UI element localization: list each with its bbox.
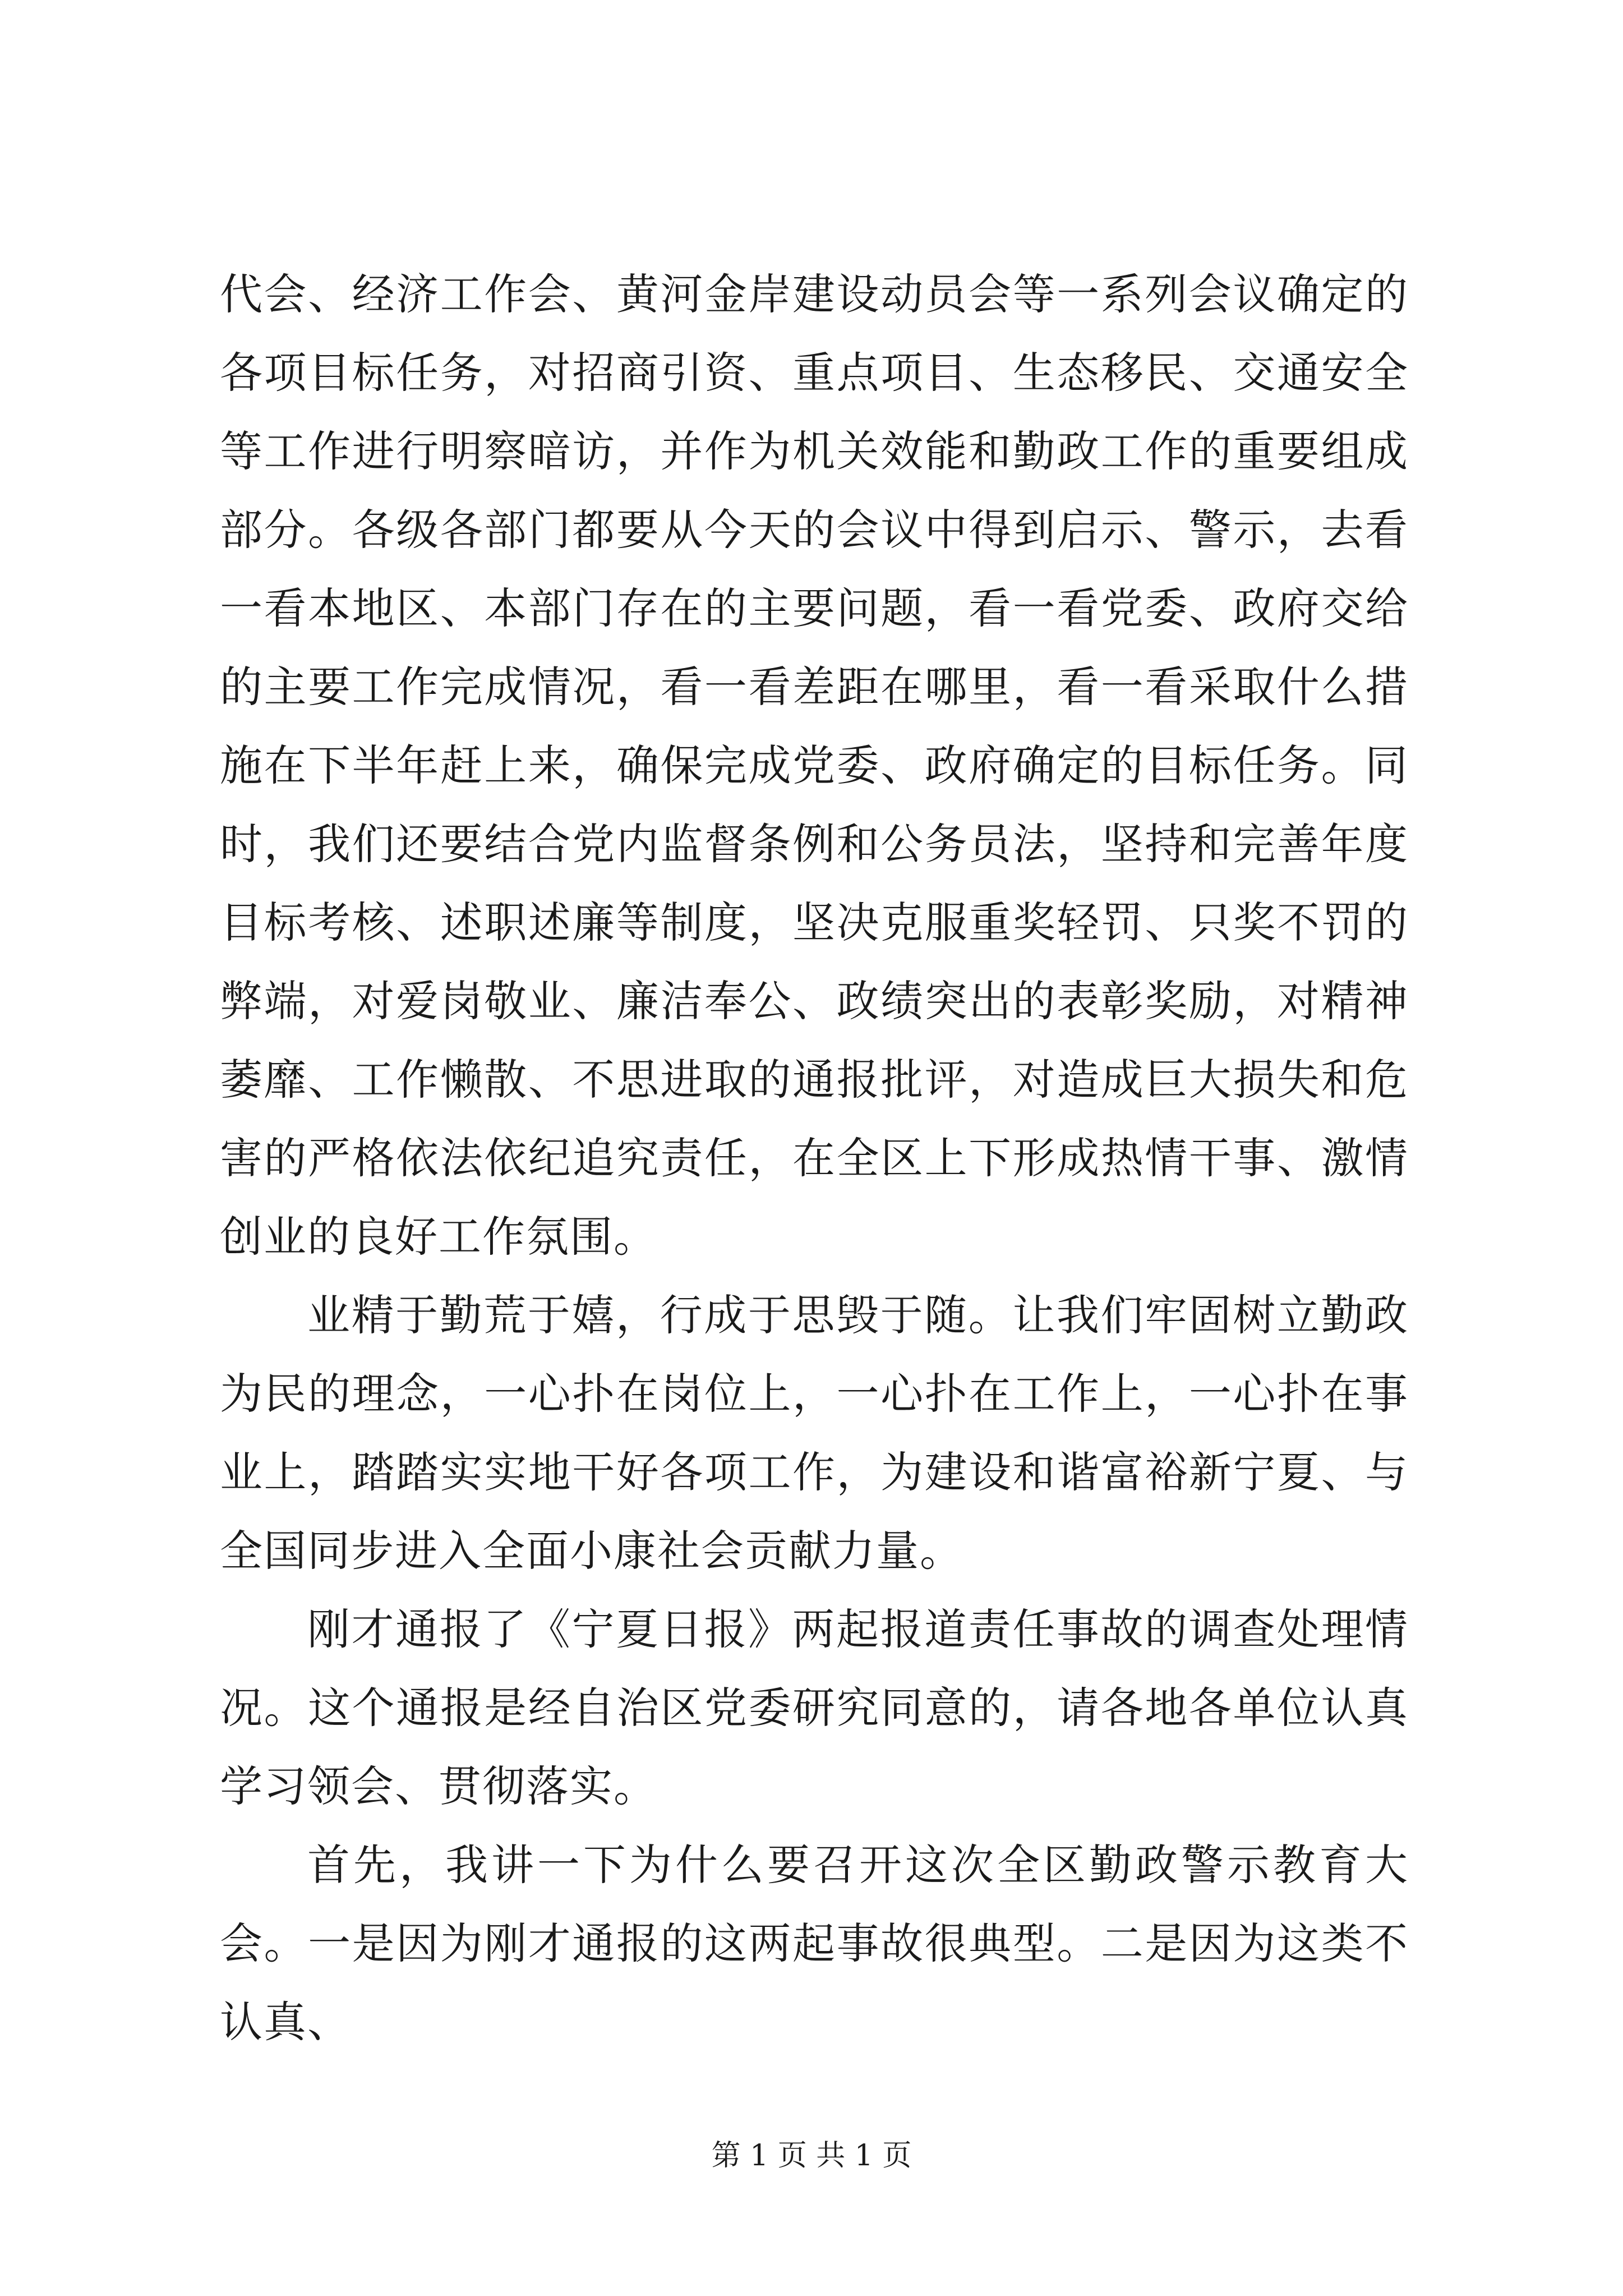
document-body <box>220 255 1409 2062</box>
page-footer <box>0 2136 1623 2175</box>
paragraph-3: 刚才通报了《宁夏日报》两起报道责任事故的调查处理情况。这个通报是经自治区党委研究同意的，请各地各单位认真学习领会、贯彻落实。 <box>220 1604 1409 1811</box>
paragraph-4: 首先，我讲一下为什么要召开这次全区勤政警示教育大会。一是因为刚才通报的这两起事故很典型。二是因为这类不认真、 <box>220 1840 1409 2047</box>
page-number-label: 第 1 页 共 1 页 <box>711 2139 912 2173</box>
paragraph-1: 代会、经济工作会、黄河金岸建设动员会等一系列会议确定的各项目标任务，对招商引资、重点项目、生态移民、交通安全等工作进行明察暗访，并作为机关效能和勤政工作的重要组成部分。各级各部门都要从今天的会议中得到启示、警示，去看一看本地区、本部门存在的主要问题，看一看党委、政府交给的主要工作完成情况，看一看差距在哪里，看一看采取什么措施在下半年赶上来，确保完成党委、政府确定的目标任务。同时，我们还要结合党内监督条例和公务员法，坚持和完善年度目标考核、述职述廉等制度，坚决克服重奖轻罚、只奖不罚的弊端，对爱岗敬业、廉洁奉公、政绩突出的表彰奖励，对精神萎靡、工作懒散、不思进取的通报批评，对造成巨大损失和危害的严格依法依纪追究责任，在全区上下形成热情干事、激情创业的良好工作氛围。 <box>220 269 1409 1262</box>
paragraph-2: 业精于勤荒于嬉，行成于思毁于随。让我们牢固树立勤政为民的理念，一心扑在岗位上，一心扑在工作上，一心扑在事业上，踏踏实实地干好各项工作，为建设和谐富裕新宁夏、与全国同步进入全面小康社会贡献力量。 <box>220 1290 1409 1576</box>
